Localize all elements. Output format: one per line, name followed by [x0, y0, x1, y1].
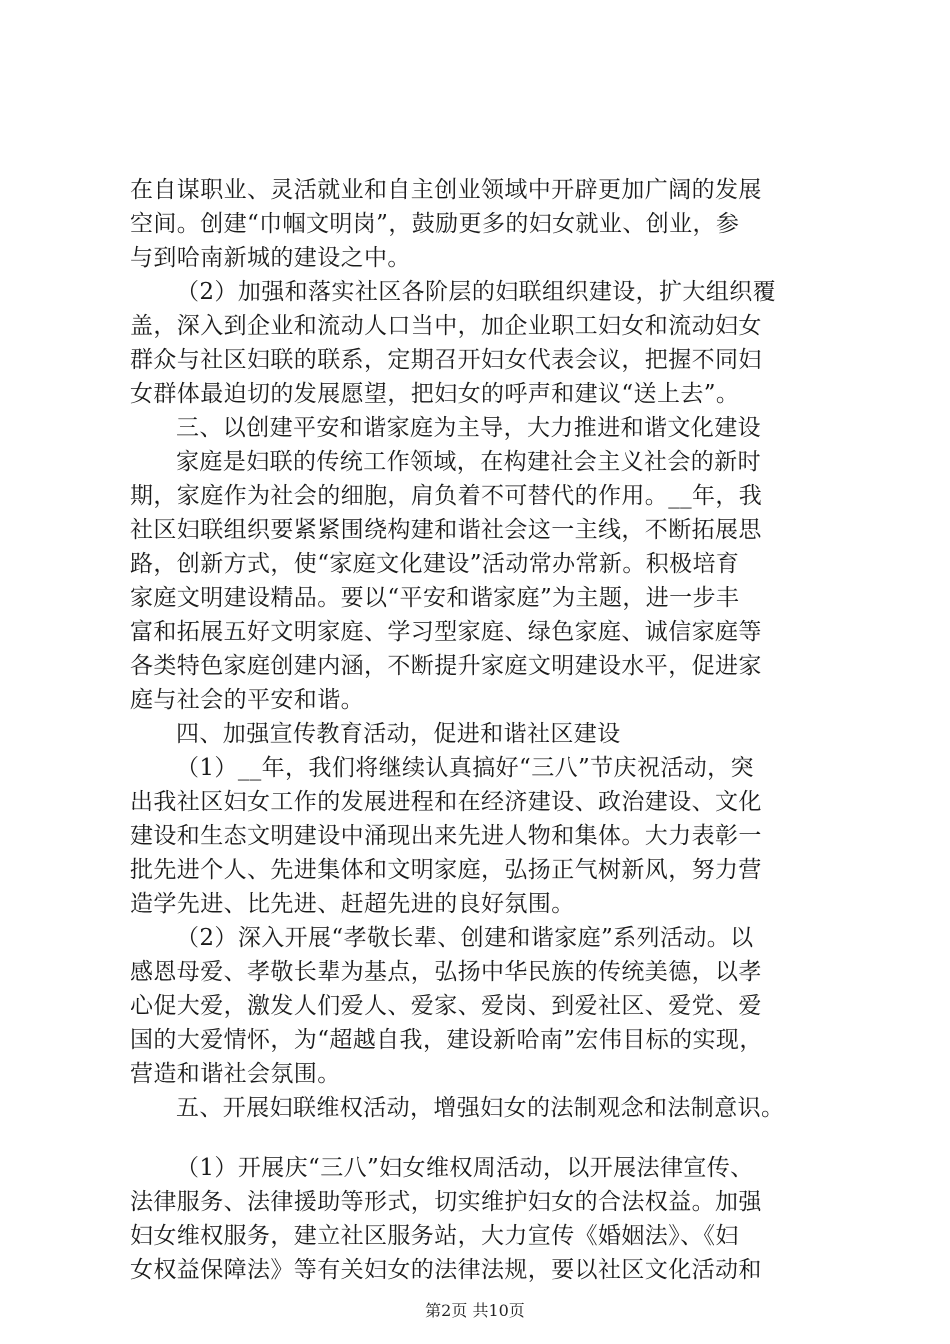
paragraph-start-line: （2）深入开展“孝敬长辈、创建和谐家庭”系列活动。以	[176, 925, 754, 951]
paragraph-start-line: （1）__年，我们将继续认真搞好“三八”节庆祝活动，突	[176, 755, 754, 781]
page-number-footer: 第2页 共10页	[425, 1301, 525, 1320]
body-text-line: 营造和谐社会氛围。	[130, 1061, 341, 1087]
body-text-line: 社区妇联组织要紧紧围绕构建和谐社会这一主线，不断拓展思	[130, 517, 762, 543]
body-text-line: 感恩母爱、孝敬长辈为基点，弘扬中华民族的传统美德，以孝	[130, 959, 762, 985]
body-text-line: 家庭文明建设精品。要以“平安和谐家庭”为主题，进一步丰	[130, 585, 740, 611]
body-text-line: 法律服务、法律援助等形式，切实维护妇女的合法权益。加强	[130, 1189, 762, 1215]
body-text-line: 期，家庭作为社会的细胞，肩负着不可替代的作用。__年，我	[130, 483, 763, 509]
body-text-line: 富和拓展五好文明家庭、学习型家庭、绿色家庭、诚信家庭等	[130, 619, 762, 645]
body-text-line: 批先进个人、先进集体和文明家庭，弘扬正气树新风，努力营	[130, 857, 762, 883]
body-text-line: 国的大爱情怀，为“超越自我，建设新哈南”宏伟目标的实现，	[130, 1027, 763, 1053]
body-text-line: 盖，深入到企业和流动人口当中，加企业职工妇女和流动妇女	[130, 313, 762, 339]
body-text-line: 女群体最迫切的发展愿望，把妇女的呼声和建议“送上去”。	[130, 381, 740, 407]
section-heading-3: 三、以创建平安和谐家庭为主导，大力推进和谐文化建设	[176, 415, 761, 441]
section-heading-4: 四、加强宣传教育活动，促进和谐社区建设	[176, 721, 621, 747]
body-text-line: 建设和生态文明建设中涌现出来先进人物和集体。大力表彰一	[130, 823, 762, 849]
body-text-line: 心促大爱，激发人们爱人、爱家、爱岗、到爱社区、爱党、爱	[130, 993, 762, 1019]
body-text-line: 路，创新方式，使“家庭文化建设”活动常办常新。积极培育	[130, 551, 740, 577]
paragraph-start-line: （1）开展庆“三八”妇女维权周活动，以开展法律宣传、	[176, 1155, 754, 1181]
section-heading-5: 五、开展妇联维权活动，增强妇女的法制观念和法制意识。	[176, 1095, 785, 1121]
body-text-line: 女权益保障法》等有关妇女的法律法规，要以社区文化活动和	[130, 1257, 762, 1283]
body-text-line: 庭与社会的平安和谐。	[130, 687, 364, 713]
body-text-line: 各类特色家庭创建内涵，不断提升家庭文明建设水平，促进家	[130, 653, 762, 679]
body-text-line: 妇女维权服务，建立社区服务站，大力宣传《婚姻法》、《妇	[130, 1223, 739, 1249]
paragraph-start-line: （2）加强和落实社区各阶层的妇联组织建设，扩大组织覆	[176, 279, 777, 305]
body-text-line: 在自谋职业、灵活就业和自主创业领域中开辟更加广阔的发展	[130, 177, 762, 203]
paragraph-start-line: 家庭是妇联的传统工作领域，在构建社会主义社会的新时	[176, 449, 761, 475]
body-text-line: 空间。创建“巾帼文明岗”，鼓励更多的妇女就业、创业，参	[130, 211, 740, 237]
body-text-line: 与到哈南新城的建设之中。	[130, 245, 411, 271]
body-text-line: 群众与社区妇联的联系，定期召开妇女代表会议，把握不同妇	[130, 347, 762, 373]
body-text-line: 造学先进、比先进、赶超先进的良好氛围。	[130, 891, 575, 917]
body-text-line: 出我社区妇女工作的发展进程和在经济建设、政治建设、文化	[130, 789, 762, 815]
